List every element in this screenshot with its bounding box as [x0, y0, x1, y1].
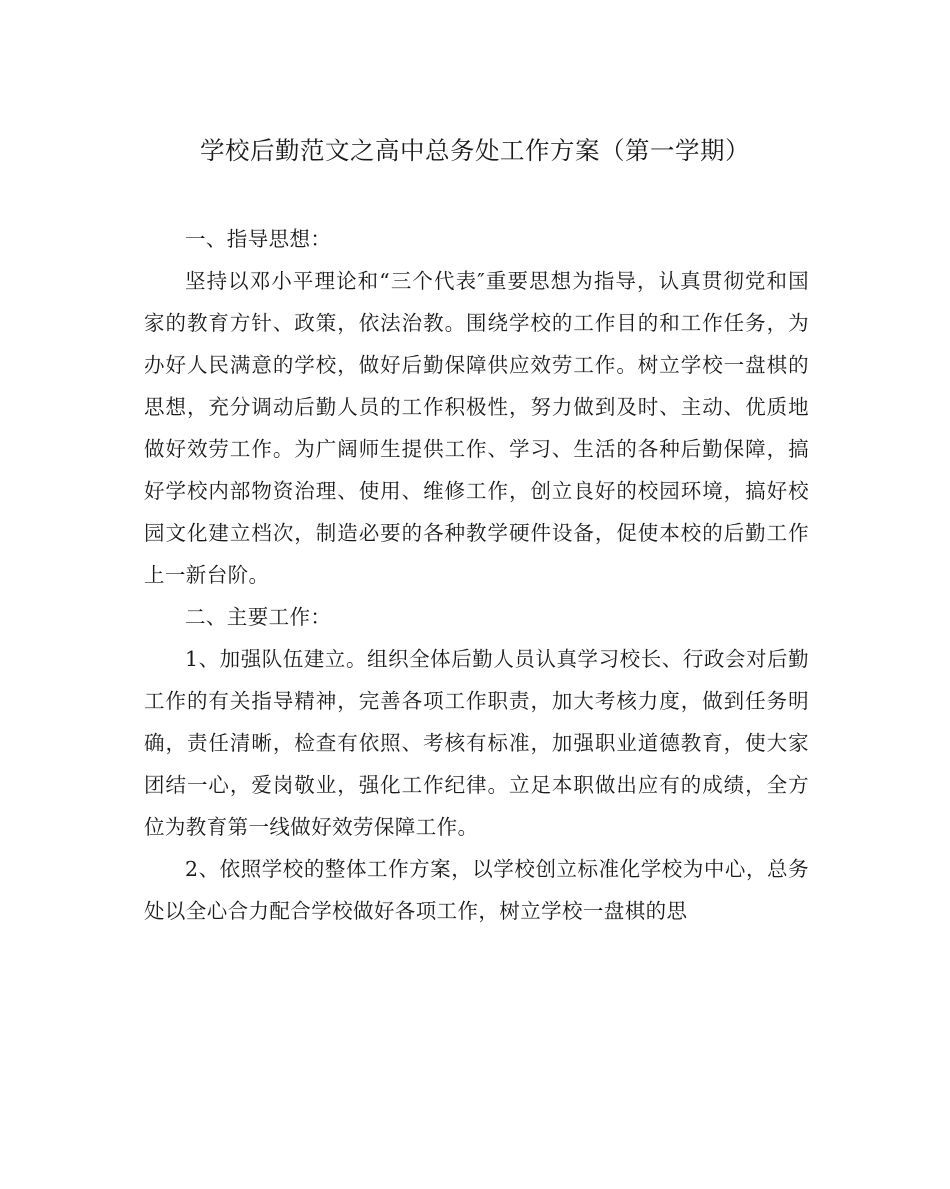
- document-body: [144, 218, 809, 932]
- document-title: 学校后勤范文之高中总务处工作方案（第一学期）: [200, 136, 750, 165]
- paragraph-overall-plan: 2、依照学校的整体工作方案，以学校创立标准化学校为中心，总务处以全心合力配合学校做好各项工作，树立学校一盘棋的思: [144, 857, 809, 923]
- paragraph-guiding-ideology: 坚持以邓小平理论和“三个代表″重要思想为指导，认真贯彻党和国家的教育方针、政策，依法治教。围绕学校的工作目的和工作任务，为办好人民满意的学校，做好后勤保障供应效劳工作。树立学校一盘棋的思想，充分调动后勤人员的工作积极性，努力做到及时、主动、优质地做好效劳工作。为广阔师生提供工作、学习、生活的各种后勤保障，搞好学校内部物资治理、使用、维修工作，创立良好的校园环境，搞好校园文化建立档次，制造必要的各种教学硬件设备，促使本校的后勤工作上一新台阶。: [144, 269, 809, 587]
- paragraph-team-building: 1、加强队伍建立。组织全体后勤人员认真学习校长、行政会对后勤工作的有关指导精神，完善各项工作职责，加大考核力度，做到任务明确，责任清晰，检查有依照、考核有标准，加强职业道德教育，使大家团结一心，爱岗敬业，强化工作纪律。立足本职做出应有的成绩，全方位为教育第一线做好效劳保障工作。: [144, 647, 809, 839]
- section-heading-main-work: 二、主要工作：: [185, 605, 332, 629]
- section-heading-guiding-ideology: 一、指导思想：: [185, 227, 332, 251]
